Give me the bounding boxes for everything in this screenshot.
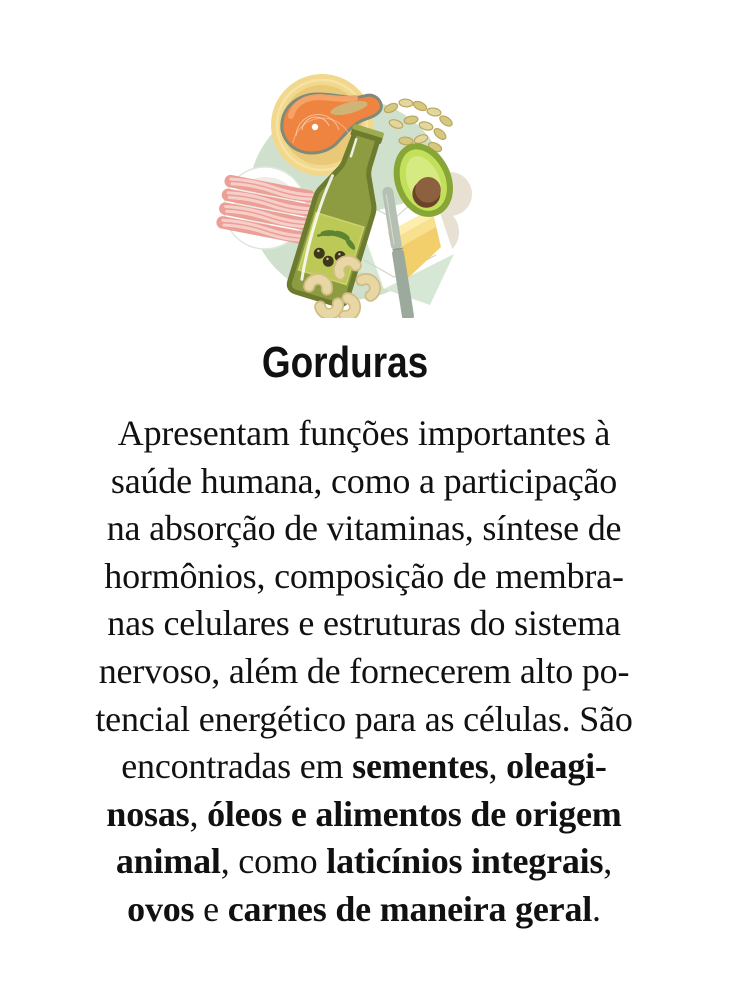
page-title-text: Gorduras	[261, 338, 429, 387]
text-line: animal, como laticínios integrais,	[115, 841, 613, 882]
body-paragraph	[0, 410, 736, 934]
fats-illustration-svg	[198, 48, 498, 318]
fats-illustration	[198, 48, 498, 318]
text-line: nas celulares e estruturas do sistema	[107, 603, 621, 644]
text-line: tencial energético para as células. São	[95, 698, 633, 739]
text-line: nervoso, além de fornecerem alto po-	[98, 650, 630, 691]
text-line: encontradas em sementes, oleagi-	[121, 746, 607, 787]
text-line: saúde humana, como a participação	[110, 460, 618, 501]
text-line: na absorção de vitaminas, síntese de	[106, 508, 622, 549]
page-title	[0, 338, 736, 388]
text-line: ovos e carnes de maneira geral.	[127, 888, 601, 929]
text-line: hormônios, composição de membra-	[104, 555, 624, 596]
text-line: Apresentam funções importantes à	[117, 413, 611, 453]
text-line: nosas, óleos e alimentos de origem	[106, 793, 622, 834]
